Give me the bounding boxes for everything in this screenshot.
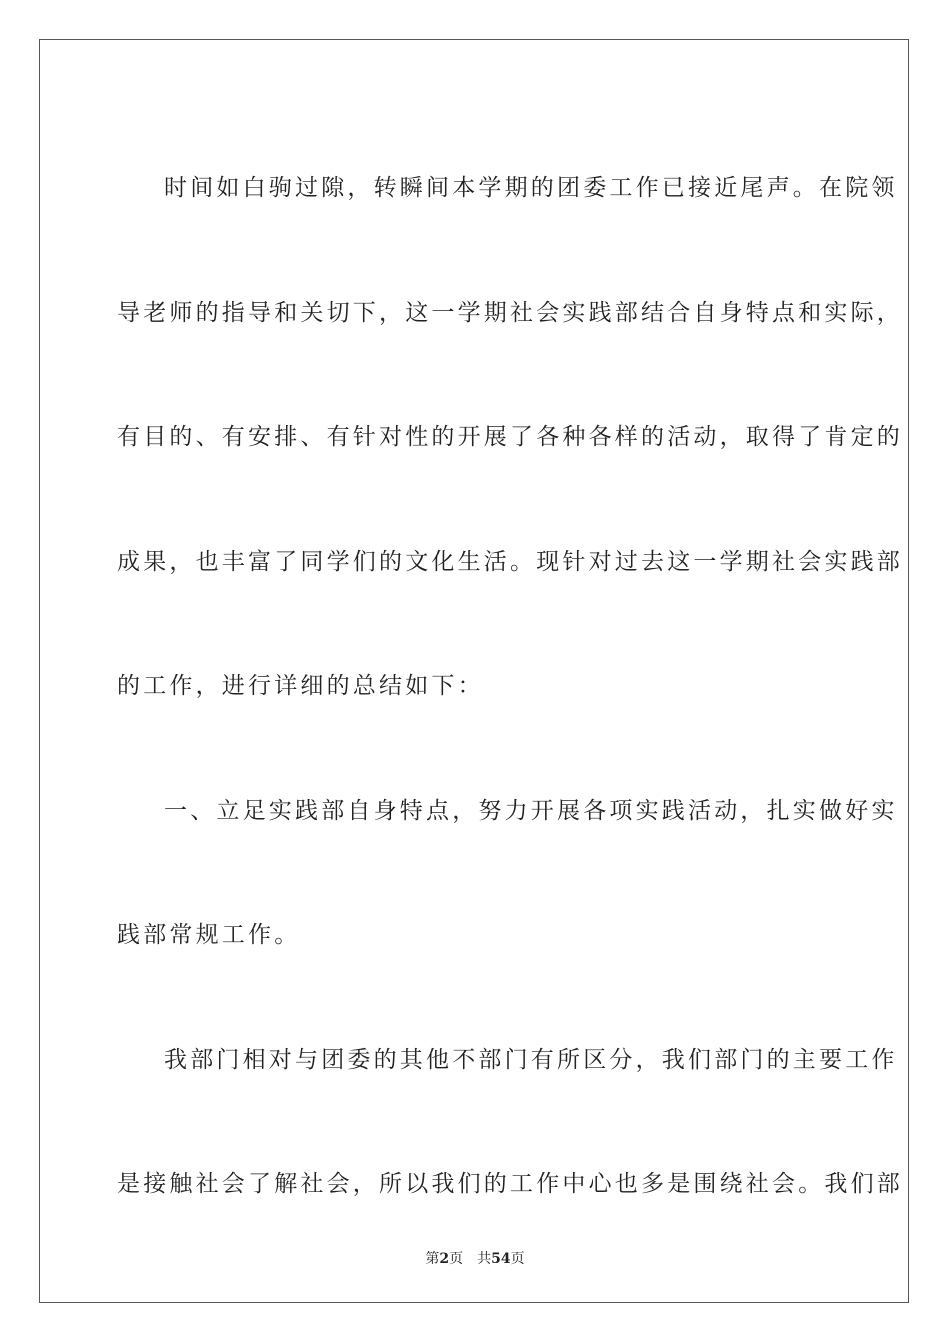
total-suffix: 页 [510, 1251, 525, 1267]
page-number: 2 [439, 1251, 450, 1267]
text-line: 一、立足实践部自身特点，努力开展各项实践活动，扎实做好实 [164, 797, 898, 824]
page-prefix: 第 [425, 1251, 440, 1267]
text-line: 的工作，进行详细的总结如下： [117, 673, 484, 699]
text-line: 成果，也丰富了同学们的文化生活。现针对过去这一学期社会实践部 [117, 548, 903, 575]
paragraph-3 [117, 998, 903, 1247]
text-line: 有目的、有安排、有针对性的开展了各种各样的活动，取得了肯定的 [117, 424, 903, 450]
text-line: 是接触社会了解社会，所以我们的工作中心也多是围绕社会。我们部 [117, 1171, 903, 1197]
page-footer [0, 1248, 950, 1268]
total-pages: 54 [491, 1251, 511, 1267]
text-line: 导老师的指导和关切下，这一学期社会实践部结合自身特点和实际， [117, 299, 903, 326]
text-line: 践部常规工作。 [117, 922, 301, 948]
text-line: 时间如白驹过隙，转瞬间本学期的团委工作已接近尾声。在院领 [164, 175, 898, 201]
paragraph-2-heading [117, 749, 898, 998]
document-body [117, 126, 903, 1247]
total-prefix: 共 [477, 1251, 492, 1267]
text-line: 我部门相对与团委的其他不部门有所区分，我们部门的主要工作 [164, 1046, 898, 1073]
paragraph-1 [117, 126, 903, 749]
page-suffix: 页 [449, 1251, 464, 1267]
